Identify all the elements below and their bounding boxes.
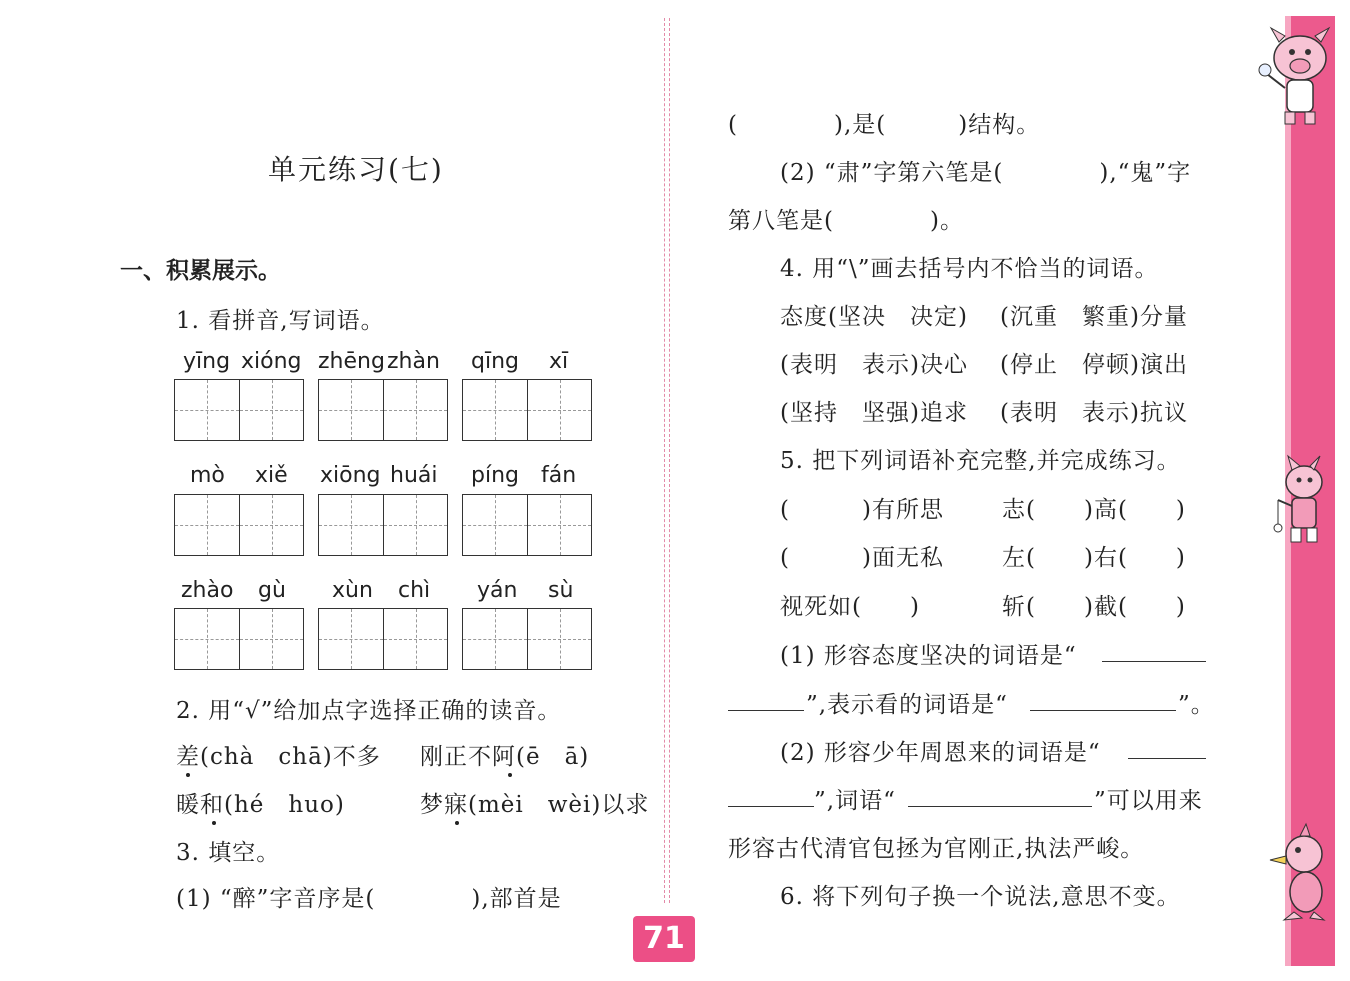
q5-sub2-cont: ”可以用来: [1094, 788, 1203, 814]
q6-prompt: 6. 将下列句子换一个说法,意思不变。: [780, 884, 1181, 910]
q5-word: 斩( )截( ): [1002, 594, 1186, 620]
q3-line: ( ),是( )结构。: [728, 112, 1041, 138]
q4-item: (坚持 坚强)追求: [780, 400, 968, 426]
bird-cartoon-icon: [1262, 820, 1342, 930]
q5-word: ( )面无私: [780, 545, 944, 571]
pinyin: xiōng: [320, 463, 381, 488]
q4-item: (停止 停顿)演出: [1000, 352, 1188, 378]
q4-prompt: 4. 用“\”画去括号内不恰当的词语。: [780, 256, 1159, 282]
writing-grid[interactable]: [462, 379, 592, 441]
pinyin: zhēng: [318, 349, 385, 374]
pinyin: chì: [398, 578, 431, 603]
q2-item: 刚正不阿(ē ā): [420, 744, 590, 770]
q5-sub1-end: ”。: [1178, 692, 1215, 718]
q5-word: 志( )高( ): [1002, 497, 1186, 523]
q2-item: 梦寐(mèi wèi)以求: [420, 792, 650, 818]
writing-grid[interactable]: [462, 608, 592, 670]
q1-prompt: 1. 看拼音,写词语。: [176, 308, 385, 334]
writing-grid[interactable]: [318, 379, 448, 441]
pinyin: xùn: [332, 578, 373, 603]
writing-grid[interactable]: [174, 494, 304, 556]
pinyin: fán: [541, 463, 577, 488]
pig-cartoon-icon: [1255, 18, 1340, 128]
q5-prompt: 5. 把下列词语补充完整,并完成练习。: [780, 448, 1181, 474]
q5-sub2: (2) 形容少年周恩来的词语是“: [780, 740, 1101, 766]
q5-sub2-end: 形容古代清官包拯为官刚正,执法严峻。: [728, 836, 1145, 862]
writing-grid[interactable]: [174, 608, 304, 670]
q4-item: (沉重 繁重)分量: [1000, 304, 1188, 330]
emphasis-dot: [186, 773, 190, 777]
answer-blank[interactable]: [1128, 758, 1206, 759]
emphasis-dot: [455, 821, 459, 825]
writing-grid[interactable]: [318, 608, 448, 670]
pinyin: zhàn: [387, 349, 440, 374]
q3-prompt: 3. 填空。: [176, 840, 281, 866]
pinyin: huái: [390, 463, 438, 488]
q2-item: 暖和(hé huo): [176, 792, 345, 818]
answer-blank[interactable]: [1102, 661, 1206, 662]
q3-line: 第八笔是( )。: [728, 208, 964, 234]
writing-grid[interactable]: [174, 379, 304, 441]
q3-line: (1) “醉”字音序是( ),部首是: [176, 886, 562, 912]
writing-grid[interactable]: [318, 494, 448, 556]
q2-prompt: 2. 用“√”给加点字选择正确的读音。: [176, 698, 562, 724]
page-title: 单元练习(七): [268, 153, 444, 186]
q5-sub2-cont: ”,词语“: [814, 788, 896, 814]
pinyin: yán: [477, 578, 518, 603]
answer-blank[interactable]: [908, 806, 1092, 807]
q5-word: ( )有所思: [780, 497, 944, 523]
pinyin: zhào: [181, 578, 234, 603]
pinyin: mò: [190, 463, 225, 488]
q3-line: (2) “肃”字第六笔是( ),“鬼”字: [780, 160, 1192, 186]
answer-blank[interactable]: [1030, 710, 1176, 711]
q5-word: 左( )右( ): [1002, 545, 1186, 571]
answer-blank[interactable]: [728, 710, 804, 711]
pinyin: sù: [548, 578, 574, 603]
q5-word: 视死如( ): [780, 594, 920, 620]
pinyin: xióng: [241, 349, 302, 374]
q4-item: (表明 表示)决心: [780, 352, 968, 378]
q2-item: 差(chà chā)不多: [176, 744, 381, 770]
pinyin: gù: [258, 578, 286, 603]
pinyin: píng: [471, 463, 519, 488]
q5-sub1-cont: ”,表示看的词语是“: [806, 692, 1008, 718]
page-number: 71: [633, 916, 695, 962]
q5-sub1: (1) 形容态度坚决的词语是“: [780, 643, 1077, 669]
emphasis-dot: [212, 821, 216, 825]
writing-grid[interactable]: [462, 494, 592, 556]
pinyin: yīng: [183, 349, 231, 374]
q4-item: 态度(坚决 决定): [780, 304, 968, 330]
q4-item: (表明 表示)抗议: [1000, 400, 1188, 426]
section-heading: 一、积累展示。: [120, 258, 281, 284]
fox-cartoon-icon: [1262, 452, 1342, 552]
pinyin: xī: [549, 349, 569, 374]
emphasis-dot: [508, 773, 512, 777]
pinyin: xiě: [255, 463, 288, 488]
answer-blank[interactable]: [728, 806, 814, 807]
center-fold-line: [664, 18, 670, 903]
pinyin: qīng: [471, 349, 519, 374]
